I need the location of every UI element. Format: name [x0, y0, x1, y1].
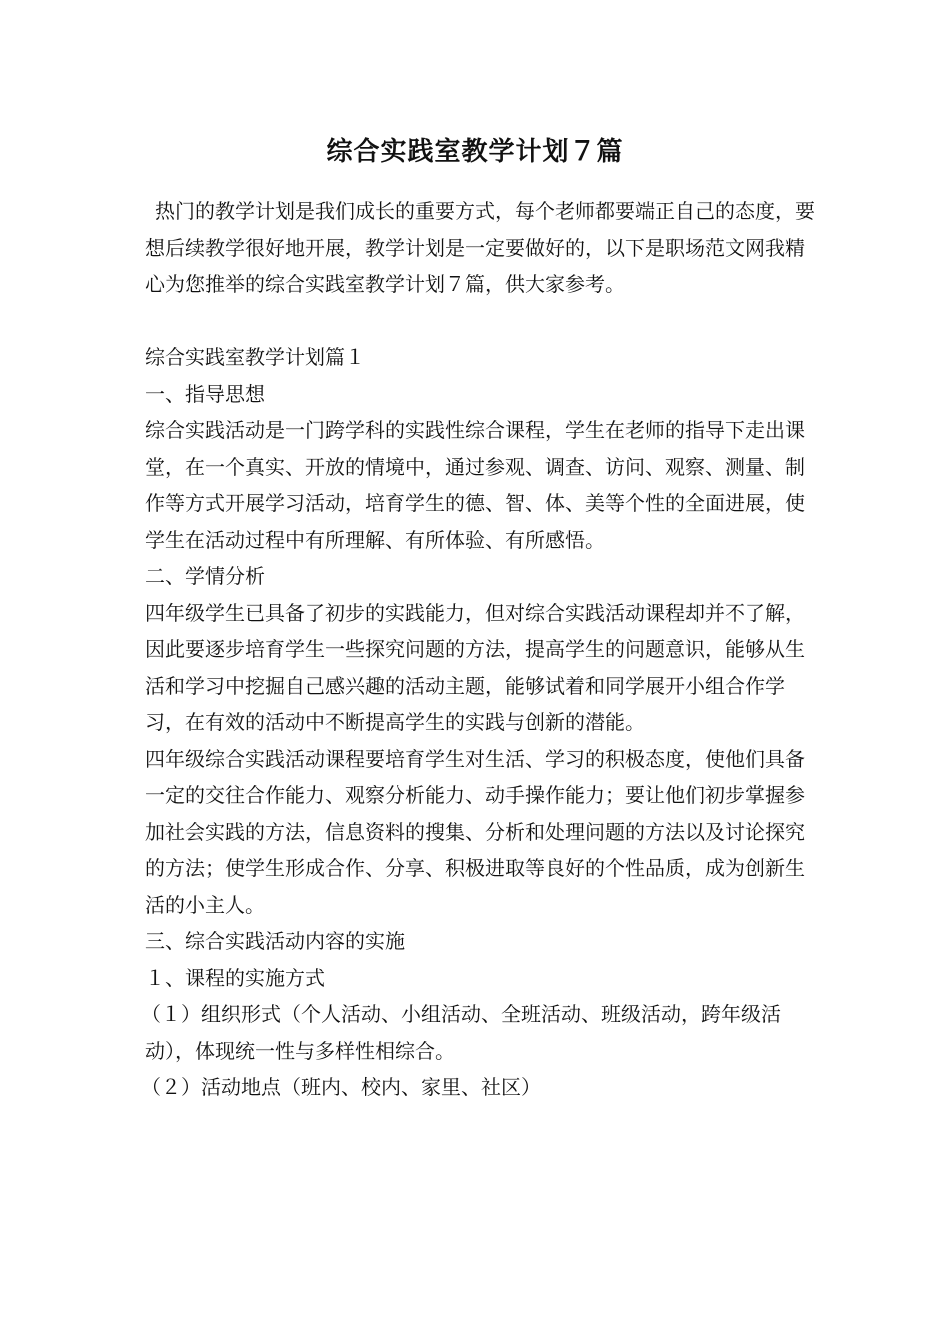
- paragraph-guiding-ideology: 综合实践活动是一门跨学科的实践性综合课程，学生在老师的指导下走出课堂，在一个真实、开放的情境中，通过参观、调查、访问、观察、测量、制作等方式开展学习活动，培育学生的德、智、体、美等个性的全面进展，使学生在活动过程中有所理解、有所体验、有所感悟。: [145, 418, 805, 552]
- heading-guiding-ideology: 一、指导思想: [145, 381, 265, 406]
- section-title: 综合实践室教学计划篇１: [145, 345, 365, 369]
- intro-paragraph: 热门的教学计划是我们成长的重要方式，每个老师都要端正自己的态度，要想后续教学很好地开展，教学计划是一定要做好的，以下是职场范文网我精心为您推举的综合实践室教学计划７篇，供大家参考。: [145, 199, 815, 296]
- paragraph-gap: [145, 303, 815, 340]
- document-body: [141, 193, 815, 1106]
- document-title: 综合实践室教学计划７篇: [326, 137, 624, 167]
- paragraph-organization-form: （１）组织形式（个人活动、小组活动、全班活动、班级活动，跨年级活动），体现统一性与多样性相综合。: [141, 1002, 781, 1063]
- paragraph-student-analysis-2: 四年级综合实践活动课程要培育学生对生活、学习的积极态度，使他们具备一定的交往合作能力、观察分析能力、动手操作能力；要让他们初步掌握参加社会实践的方法，信息资料的搜集、分析和处理问题的方法以及讨论探究的方法；使学生形成合作、分享、积极进取等良好的个性品质，成为创新生活的小主人。: [145, 746, 805, 917]
- paragraph-activity-location: （２）活动地点（班内、校内、家里、社区）: [141, 1075, 541, 1099]
- paragraph-student-analysis-1: 四年级学生已具备了初步的实践能力，但对综合实践活动课程却并不了解，因此要逐步培育学生一些探究问题的方法，提高学生的问题意识，能够从生活和学习中挖掘自己感兴趣的活动主题，能够试着和同学展开小组合作学习，在有效的活动中不断提高学生的实践与创新的潜能。: [145, 600, 805, 734]
- heading-implementation: 三、综合实践活动内容的实施: [145, 929, 405, 953]
- heading-student-analysis: 二、学情分析: [145, 564, 265, 588]
- subheading-implementation-method: １、课程的实施方式: [145, 965, 325, 990]
